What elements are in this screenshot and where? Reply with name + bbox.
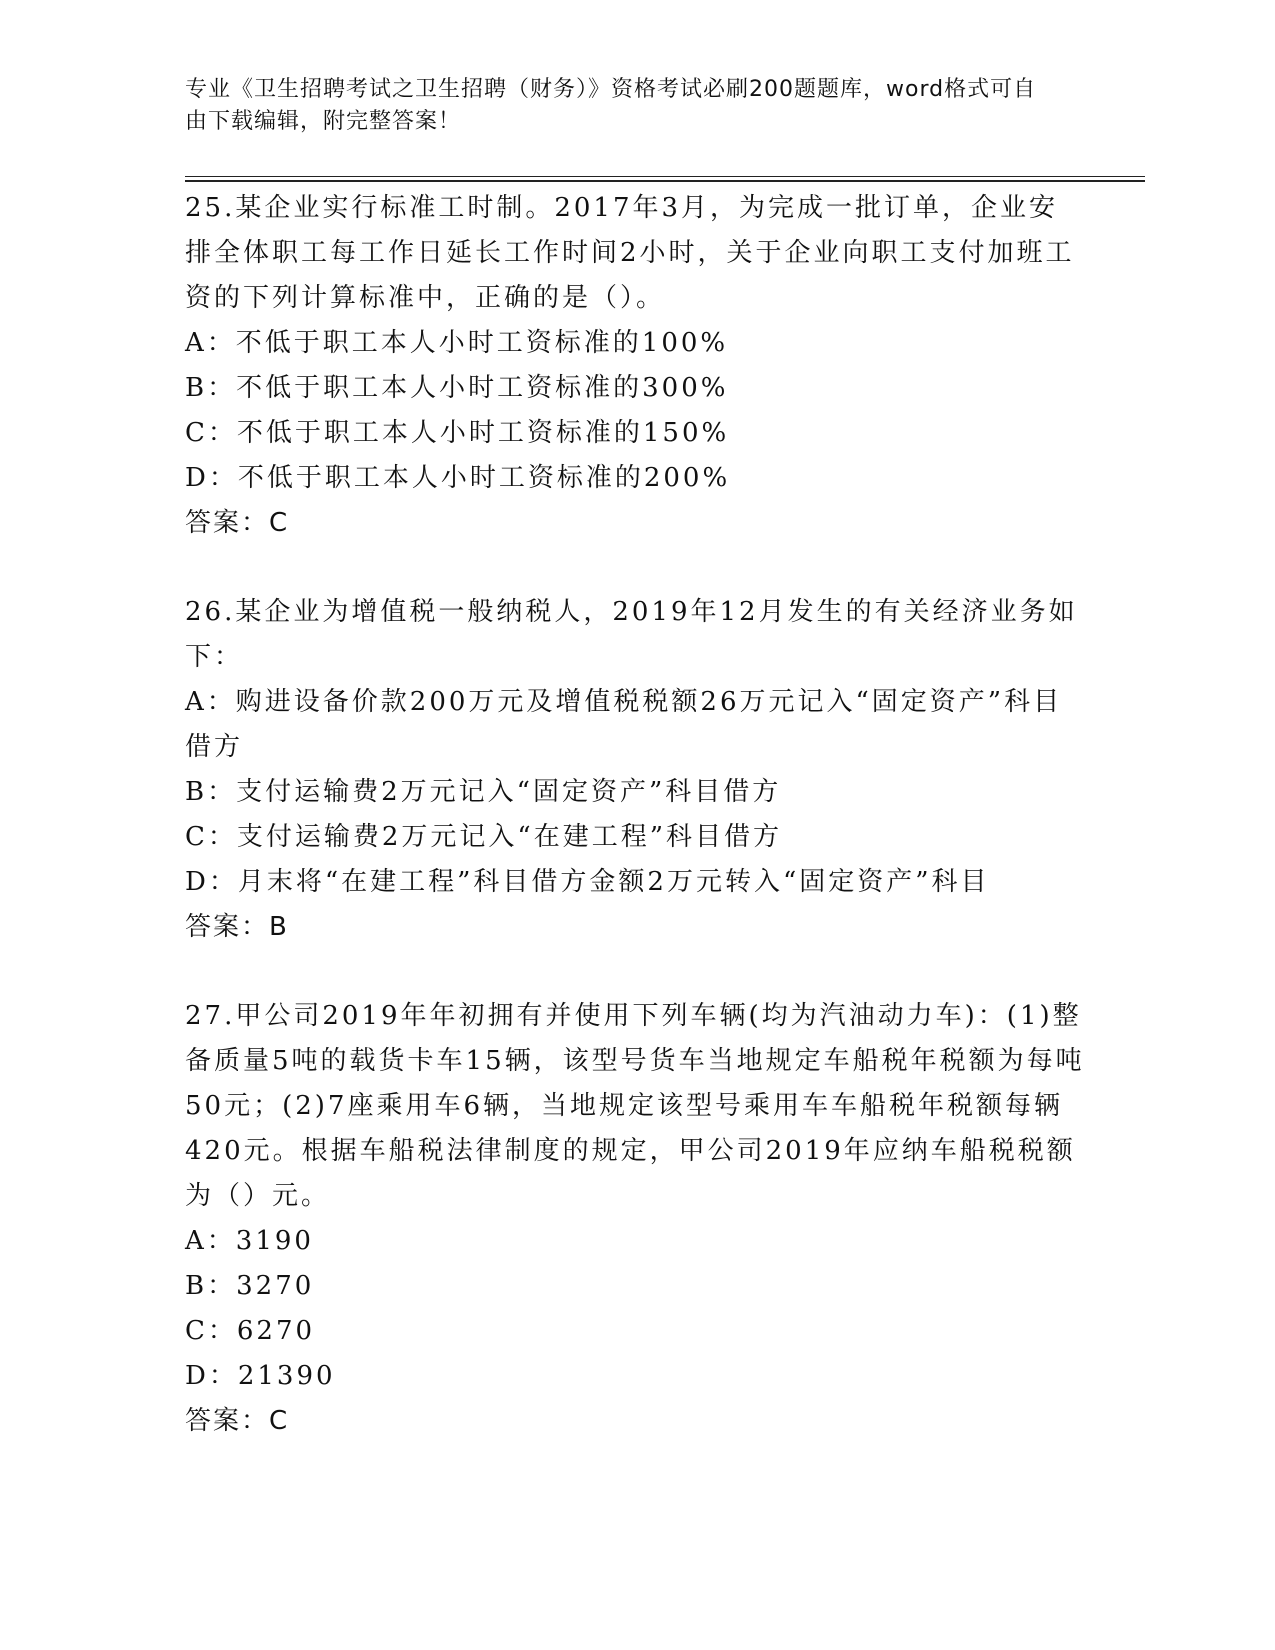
- answer-line: 答案：B: [185, 912, 289, 942]
- question-26: [185, 590, 1085, 950]
- header-divider-thin-line: [185, 176, 1145, 177]
- option-d: D：不低于职工本人小时工资标准的200%: [185, 463, 731, 493]
- option-a: A：3190: [185, 1226, 314, 1256]
- option-b: B：不低于职工本人小时工资标准的300%: [185, 373, 729, 403]
- answer-line: 答案：C: [185, 1406, 290, 1436]
- option-b: B：3270: [185, 1271, 315, 1301]
- option-a: A：购进设备价款200万元及增值税税额26万元记入“固定资产”科目借方: [185, 687, 1063, 762]
- question-list: [185, 186, 1085, 1488]
- question-stem: 25.某企业实行标准工时制。2017年3月，为完成一批订单，企业安排全体职工每工作日延长工作时间2小时，关于企业向职工支付加班工资的下列计算标准中，正确的是（）。: [185, 193, 1075, 313]
- option-a: A：不低于职工本人小时工资标准的100%: [185, 328, 729, 358]
- question-25: [185, 186, 1085, 546]
- option-b: B：支付运输费2万元记入“固定资产”科目借方: [185, 777, 782, 807]
- header-divider-thick-line: [185, 180, 1145, 182]
- question-stem: 26.某企业为增值税一般纳税人，2019年12月发生的有关经济业务如下：: [185, 597, 1078, 672]
- question-stem: 27.甲公司2019年年初拥有并使用下列车辆(均为汽油动力车)：(1)整备质量5吨的载货卡车15辆，该型号货车当地规定车船税年税额为每吨50元；(2)7座乘用车6辆，当地规定该型号乘用车车船税年税额每辆420元。根据车船税法律制度的规定，甲公司2019年应纳车船税税额为（）元。: [185, 1001, 1085, 1211]
- header-divider: [185, 176, 1145, 182]
- option-d: D：21390: [185, 1361, 336, 1391]
- question-27: [185, 994, 1085, 1444]
- option-c: C：不低于职工本人小时工资标准的150%: [185, 418, 730, 448]
- answer-line: 答案：C: [185, 508, 290, 538]
- option-c: C：6270: [185, 1316, 316, 1346]
- document-header-intro: 专业《卫生招聘考试之卫生招聘（财务）》资格考试必刷200题题库，word格式可自由下载编辑，附完整答案！: [185, 77, 1037, 134]
- option-c: C：支付运输费2万元记入“在建工程”科目借方: [185, 822, 783, 852]
- option-d: D：月末将“在建工程”科目借方金额2万元转入“固定资产”科目: [185, 867, 990, 897]
